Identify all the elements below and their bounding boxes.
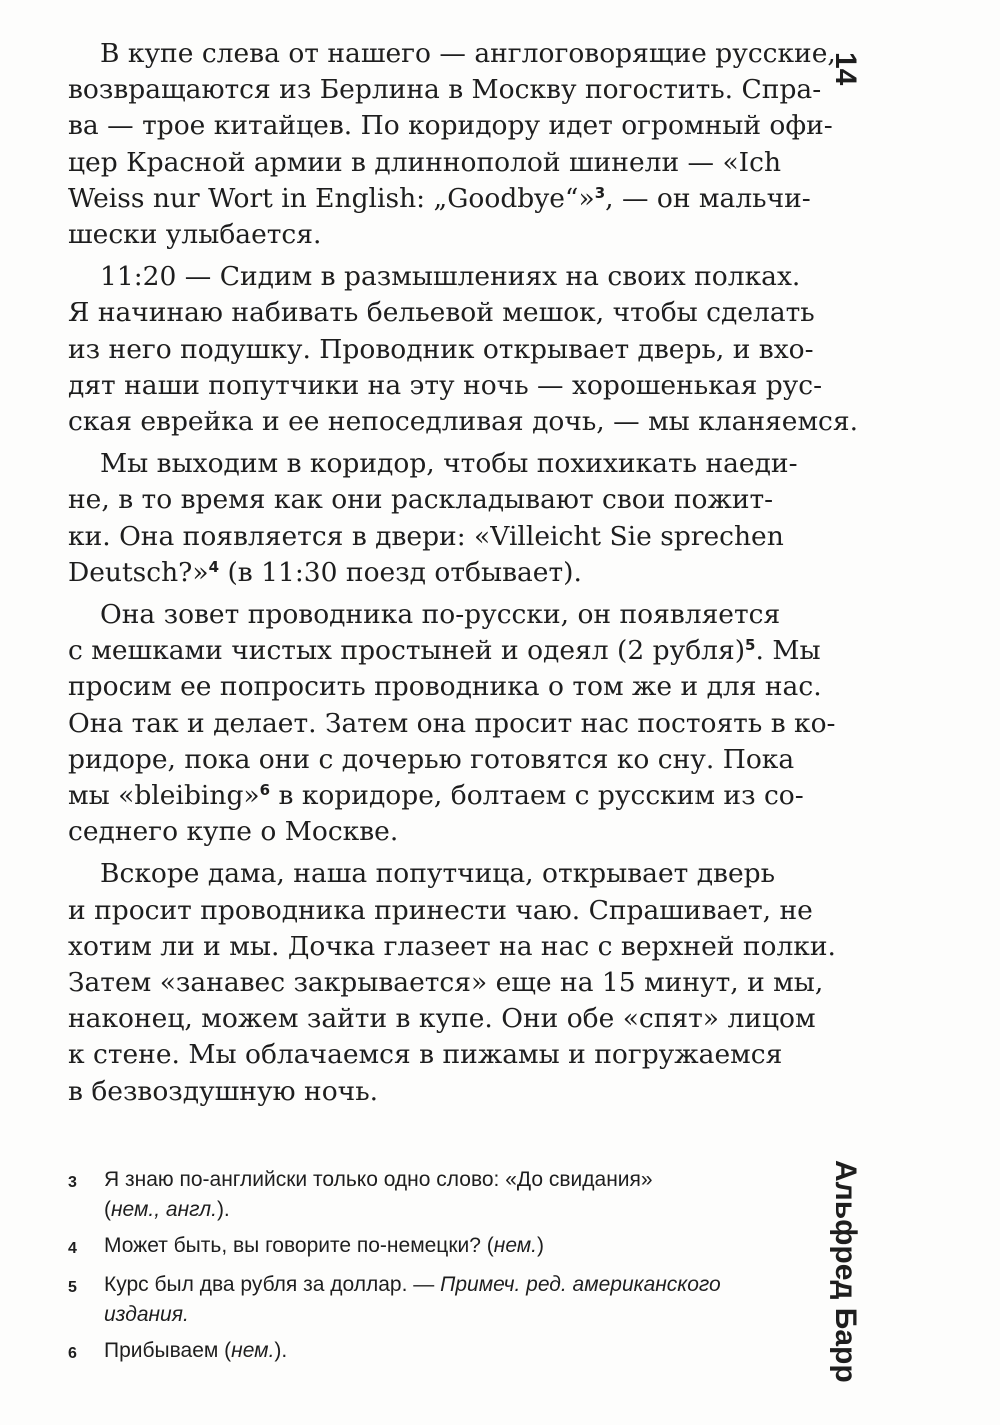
- text-segment: (: [104, 1198, 111, 1221]
- text-segment: (в 11:30 поезд отбывает).: [219, 556, 582, 588]
- footnotes: [68, 1165, 788, 1375]
- text-segment: Курс был два рубля за доллар. —: [104, 1273, 441, 1296]
- text-segment: Прибываем (: [104, 1339, 232, 1362]
- footnote-text: [104, 1165, 653, 1225]
- footnote-text: [104, 1270, 721, 1330]
- author-running-head: Альфред Барр: [829, 1160, 862, 1383]
- paragraph-4: [68, 597, 836, 850]
- text-segment: мы «bleibing»: [68, 780, 260, 812]
- text-segment: в коридоре, болтаем с русским из со-: [270, 780, 804, 812]
- text-line: [68, 555, 808, 591]
- text-segment: Weiss nur Wort in English: „Goodbye“»: [68, 182, 595, 214]
- footnote-text: [104, 1231, 544, 1264]
- text-segment: с мешками чистых простыней и одеял (2 рубля): [68, 635, 746, 667]
- text-line: Затем «занавес закрывается» еще на 15 минут, и мы,: [68, 967, 824, 999]
- text-line: [68, 181, 811, 217]
- text-line: Мы выходим в коридор, чтобы похихикать наеди-: [100, 448, 798, 480]
- footnote-ref-6: 6: [259, 781, 271, 800]
- text-segment: Я знаю по-английски только одно слово: «До свидания»: [104, 1168, 653, 1191]
- text-segment: ).: [216, 1198, 230, 1221]
- text-line: ки. Она появляется в двери: «Villeicht Sie sprechen: [68, 520, 784, 552]
- text-line: просим ее попросить проводника о том же и для нас.: [68, 671, 822, 703]
- text-line: Она зовет проводника по-русски, он появляется: [100, 599, 781, 631]
- paragraph-1: [68, 36, 836, 253]
- footnote-5: [68, 1270, 788, 1330]
- text-segment: ).: [274, 1339, 288, 1362]
- text-line: дят наши попутчики на эту ночь — хорошенькая рус-: [68, 369, 823, 401]
- text-line: в безвоздушную ночь.: [68, 1075, 379, 1107]
- text-line: шески улыбается.: [68, 219, 322, 251]
- text-line: цер Красной армии в длиннополой шинели — «Ich: [68, 146, 782, 178]
- text-segment: нем.: [493, 1234, 537, 1257]
- footnote-4: [68, 1231, 788, 1264]
- text-line: ва — трое китайцев. По коридору идет огромный офи-: [68, 110, 833, 142]
- text-line: ская еврейка и ее непоседливая дочь, — мы кланяемся.: [68, 406, 859, 438]
- footnote-ref-4: 4: [208, 557, 220, 576]
- footnote-6: [68, 1336, 788, 1369]
- text-segment: издания.: [104, 1303, 189, 1326]
- text-line: не, в то время как они раскладывают свои пожит-: [68, 484, 774, 516]
- text-line: Она так и делает. Затем она просит нас постоять в ко-: [68, 707, 836, 739]
- text-line: В купе слева от нашего — англоговорящие русские,: [100, 38, 836, 69]
- text-line: [68, 778, 808, 814]
- footnote-number: 6: [68, 1345, 77, 1362]
- text-segment: Может быть, вы говорите по-немецки? (: [104, 1234, 494, 1257]
- footnote-text: [104, 1336, 287, 1369]
- footnote-ref-5: 5: [745, 636, 756, 655]
- footnote-number: 4: [68, 1240, 77, 1257]
- text-line: 11:20 — Сидим в размышлениях на своих полках.: [100, 261, 801, 293]
- text-line: к стене. Мы облачаемся в пижамы и погружаемся: [68, 1039, 783, 1071]
- text-segment: нем., англ.: [111, 1198, 217, 1221]
- paragraph-2: [68, 259, 859, 440]
- text-line: седнего купе о Москве.: [68, 816, 399, 848]
- text-segment: Deutsch?»: [68, 556, 209, 588]
- text-line: Вскоре дама, наша попутчица, открывает дверь: [100, 858, 776, 890]
- footnote-number: 5: [68, 1279, 77, 1296]
- paragraph-3: [68, 446, 808, 591]
- footnote-ref-3: 3: [594, 183, 606, 202]
- text-line: хотим ли и мы. Дочка глазеет на нас с верхней полки.: [68, 930, 836, 962]
- text-line: возвращаются из Берлина в Москву погостить. Спра-: [68, 74, 822, 106]
- text-segment: ): [537, 1234, 544, 1257]
- text-line: Я начинаю набивать бельевой мешок, чтобы сделать: [68, 297, 815, 329]
- text-line: из него подушку. Проводник открывает дверь, и вхо-: [68, 333, 814, 365]
- footnote-number: 3: [68, 1174, 77, 1191]
- paragraph-5: [68, 856, 836, 1109]
- footnote-3: [68, 1165, 788, 1225]
- text-segment: Примеч. ред. американского: [440, 1273, 721, 1296]
- text-line: [68, 633, 821, 669]
- text-segment: нем.: [231, 1339, 275, 1362]
- page-number: 14: [829, 52, 862, 86]
- text-segment: . Мы: [755, 635, 821, 667]
- text-line: и просит проводника принести чаю. Спрашивает, не: [68, 894, 813, 926]
- text-line: наконец, можем зайти в купе. Они обе «спят» лицом: [68, 1003, 816, 1035]
- text-line: ридоре, пока они с дочерью готовятся ко сну. Пока: [68, 743, 795, 775]
- text-segment: , — он мальчи-: [605, 182, 811, 214]
